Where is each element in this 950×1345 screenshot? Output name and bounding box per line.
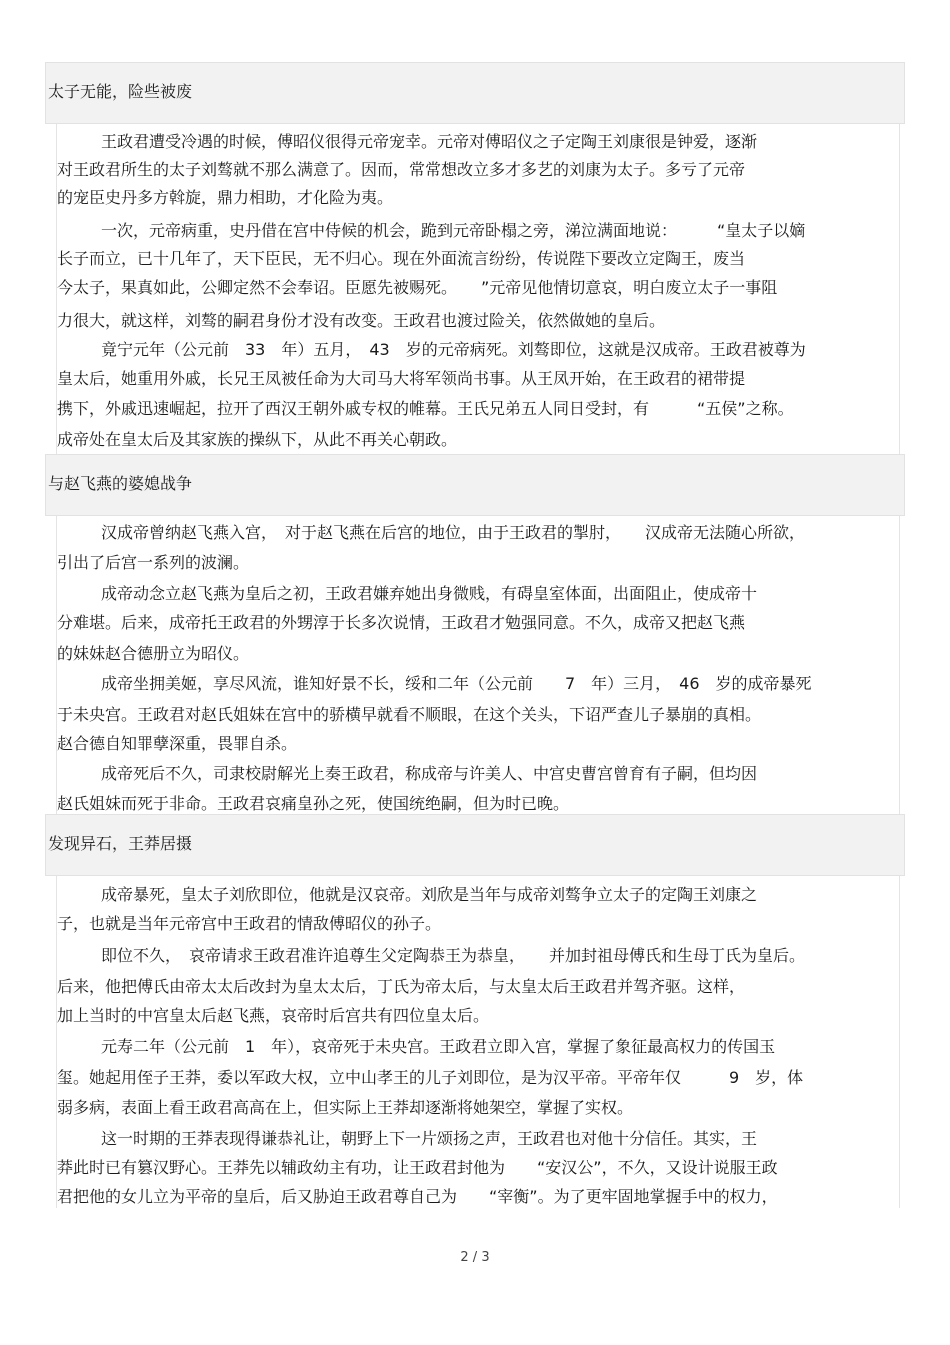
paragraph-line: 于未央宫。王政君对赵氏姐妹在宫中的骄横早就看不顺眼，在这个关头，下诏严查儿子暴崩的真相。 [57,705,762,724]
section-body-3 [56,876,900,1208]
section-header-3 [45,814,905,876]
paragraph-line: 成帝处在皇太后及其家族的操纵下，从此不再关心朝政。 [57,430,458,449]
paragraph-line: 君把他的女儿立为平帝的皇后，后又胁迫王政君尊自己为 “宰衡”。为了更牢固地掌握手中的权力， [57,1187,778,1206]
paragraph-line: 即位不久， 哀帝请求王政君准许追尊生父定陶恭王为恭皇， 并加封祖母傅氏和生母丁氏为皇后。 [101,946,806,965]
paragraph-line: 元寿二年（公元前 1 年），哀帝死于未央宫。王政君立即入宫，掌握了象征最高权力的传国玉 [101,1037,776,1056]
paragraph-line: 今太子，果真如此，公卿定然不会奉诏。臣愿先被赐死。 ”元帝见他情切意哀，明白废立太子一事阻 [57,278,778,297]
section-body-1 [56,124,900,454]
section-title: 太子无能，险些被废 [48,82,193,101]
paragraph-line: 携下，外戚迅速崛起，拉开了西汉王朝外戚专权的帷幕。王氏兄弟五人同日受封，有 “五侯”之称。 [57,399,794,418]
paragraph-line: 加上当时的中宫皇太后赵飞燕，哀帝时后宫共有四位皇太后。 [57,1006,490,1025]
paragraph-line: 成帝暴死，皇太子刘欣即位，他就是汉哀帝。刘欣是当年与成帝刘骜争立太子的定陶王刘康之 [101,885,758,904]
paragraph-line: 成帝死后不久，司隶校尉解光上奏王政君，称成帝与许美人、中宫史曹宫曾育有子嗣，但均因 [101,764,758,783]
paragraph-line: 赵氏姐妹而死于非命。王政君哀痛皇孙之死，使国统绝嗣，但为时已晚。 [57,794,570,813]
paragraph-line: 长子而立，已十几年了，天下臣民，无不归心。现在外面流言纷纷，传说陛下要改立定陶王，废当 [57,249,746,268]
paragraph-line: 皇太后，她重用外戚，长兄王凤被任命为大司马大将军领尚书事。从王凤开始，在王政君的裙带提 [57,369,746,388]
paragraph-line: 后来，他把傅氏由帝太太后改封为皇太太后，丁氏为帝太后，与太皇太后王政君并驾齐驱。这样， [57,977,746,996]
paragraph-line: 王政君遭受冷遇的时候，傅昭仪很得元帝宠幸。元帝对傅昭仪之子定陶王刘康很是钟爱，逐渐 [101,132,758,151]
page-number: 2 / 3 [460,1250,490,1265]
section-title: 发现异石，王莽居摄 [48,834,193,853]
paragraph-line: 对王政君所生的太子刘骜就不那么满意了。因而，常常想改立多才多艺的刘康为太子。多亏了元帝 [57,160,746,179]
paragraph-line: 成帝动念立赵飞燕为皇后之初，王政君嫌弃她出身微贱，有碍皇室体面，出面阻止，使成帝十 [101,584,758,603]
paragraph-line: 玺。她起用侄子王莽，委以军政大权，立中山孝王的儿子刘即位，是为汉平帝。平帝年仅 9 岁，体 [57,1068,804,1087]
paragraph-line: 一次，元帝病重，史丹借在宫中侍候的机会，跪到元帝卧榻之旁，涕泣满面地说： “皇太子以嫡 [101,221,806,240]
paragraph-line: 的妹妹赵合德册立为昭仪。 [57,644,250,663]
section-body-2 [56,516,900,814]
paragraph-line: 成帝坐拥美姬，享尽风流，谁知好景不长，绥和二年（公元前 7 年）三月， 46 岁的成帝暴死 [101,674,812,693]
paragraph-line: 这一时期的王莽表现得谦恭礼让，朝野上下一片颂扬之声，王政君也对他十分信任。其实，王 [101,1129,758,1148]
paragraph-line: 子，也就是当年元帝宫中王政君的情敌傅昭仪的孙子。 [57,914,442,933]
paragraph-line: 汉成帝曾纳赵飞燕入宫， 对于赵飞燕在后宫的地位，由于王政君的掣肘， 汉成帝无法随心所欲， [101,523,806,542]
paragraph-line: 莽此时已有篡汉野心。王莽先以辅政幼主有功，让王政君封他为 “安汉公”，不久，又设计说服王政 [57,1158,778,1177]
paragraph-line: 分难堪。后来，成帝托王政君的外甥淳于长多次说情，王政君才勉强同意。不久，成帝又把赵飞燕 [57,613,746,632]
section-header-1 [45,62,905,124]
paragraph-line: 弱多病，表面上看王政君高高在上，但实际上王莽却逐渐将她架空，掌握了实权。 [57,1098,634,1117]
section-title: 与赵飞燕的婆媳战争 [48,474,193,493]
paragraph-line: 的宠臣史丹多方斡旋，鼎力相助，才化险为夷。 [57,188,394,207]
paragraph-line: 引出了后宫一系列的波澜。 [57,553,250,572]
paragraph-line: 竟宁元年（公元前 33 年）五月， 43 岁的元帝病死。刘骜即位，这就是汉成帝。王政君被尊为 [101,340,806,359]
paragraph-line: 赵合德自知罪孽深重，畏罪自杀。 [57,734,298,753]
paragraph-line: 力很大，就这样，刘骜的嗣君身份才没有改变。王政君也渡过险关，依然做她的皇后。 [57,311,666,330]
section-header-2 [45,454,905,516]
